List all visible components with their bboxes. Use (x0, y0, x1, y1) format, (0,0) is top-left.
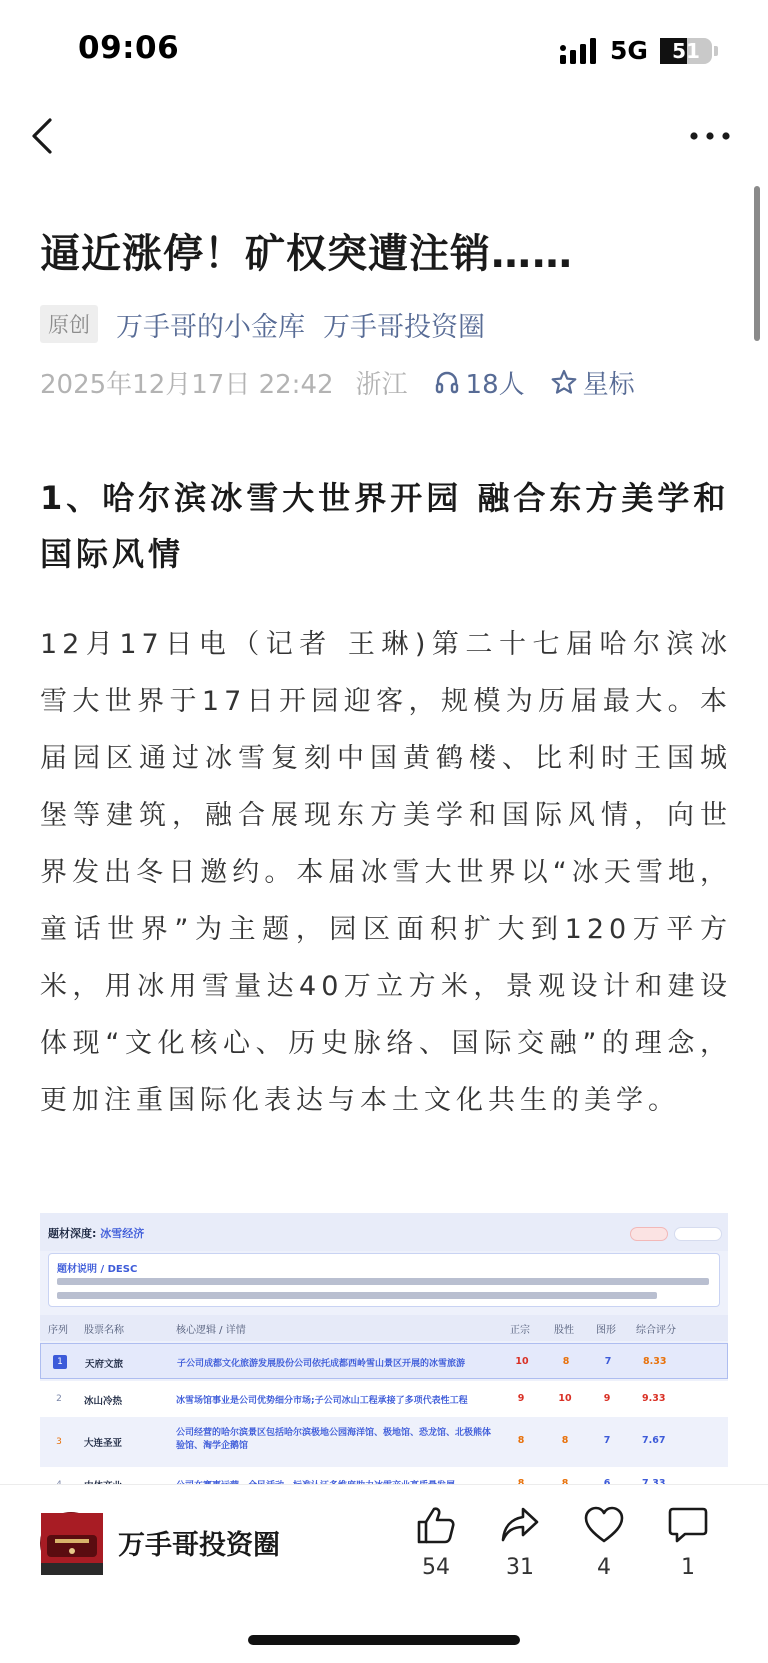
desc-text-line (57, 1278, 709, 1285)
article-meta-row (40, 304, 485, 344)
row-logic: 子公司成都文化旅游发展股份公司依托成都西岭雪山景区开展的冰雪旅游 (177, 1359, 466, 1369)
row-score: 8.33 (643, 1356, 667, 1367)
embed-desc-title: 题材说明 / DESC (57, 1264, 138, 1275)
row-score: 7.67 (642, 1435, 666, 1446)
account-name[interactable]: 万手哥投资圈 (118, 1530, 280, 1561)
share-icon (499, 1505, 541, 1545)
article-title: 逼近涨停！矿权突遭注销…… (40, 231, 573, 277)
row-a: 9 (517, 1393, 525, 1404)
row-logic: 冰雪场馆事业是公司优势细分市场;子公司冰山工程承接了多项代表性工程 (176, 1396, 468, 1406)
original-tag: 原创 (40, 305, 98, 343)
embed-date-badge (674, 1227, 722, 1241)
col-a: 正宗 (510, 1325, 530, 1336)
listen-button[interactable] (434, 364, 525, 401)
battery-icon (660, 38, 712, 64)
publish-location: 浙江 (355, 369, 408, 400)
col-b: 股性 (554, 1325, 574, 1336)
row-stock-name: 冰山冷热 (84, 1396, 123, 1407)
publish-date: 2025年12月17日 22:42 (40, 369, 334, 400)
star-icon (551, 369, 577, 395)
row-c: 9 (603, 1393, 611, 1404)
embed-badge (630, 1227, 668, 1241)
section-heading: 1、哈尔滨冰雪大世界开园 融合东方美学和国际风情 (40, 479, 730, 573)
row-index: 2 (56, 1394, 62, 1404)
network-type: 5G (610, 36, 648, 65)
star-label: 星标 (582, 369, 635, 400)
comment-icon (667, 1505, 709, 1545)
article-info-row (40, 362, 635, 402)
row-a: 10 (515, 1356, 529, 1367)
home-indicator[interactable] (248, 1635, 520, 1645)
heart-icon (583, 1505, 625, 1545)
chevron-left-icon[interactable] (26, 112, 66, 160)
row-index: 3 (56, 1437, 62, 1447)
like-count: 54 (422, 1555, 450, 1580)
share-button[interactable] (490, 1505, 550, 1580)
row-stock-name: 大连圣亚 (84, 1438, 123, 1449)
row-c: 7 (604, 1356, 612, 1367)
row-stock-name: 天府文旅 (85, 1359, 124, 1370)
col-c: 图形 (596, 1325, 616, 1336)
embed-table-header (40, 1315, 728, 1341)
like-button[interactable] (406, 1505, 466, 1580)
signal-strength-icon (560, 38, 600, 64)
battery-tip (714, 46, 718, 56)
more-horizontal-icon[interactable] (688, 118, 732, 154)
row-index: 1 (53, 1355, 67, 1369)
share-count: 31 (506, 1555, 534, 1580)
avatar[interactable] (40, 1512, 102, 1574)
battery-level: 51 (672, 39, 700, 63)
favorite-button[interactable] (574, 1505, 634, 1580)
table-row (40, 1343, 728, 1379)
embed-title-prefix: 题材深度: (48, 1227, 97, 1240)
embedded-table-image[interactable] (40, 1213, 728, 1483)
headphones-icon (434, 369, 460, 395)
listener-count: 18人 (465, 369, 525, 400)
col-name: 股票名称 (84, 1325, 124, 1336)
status-time: 09:06 (78, 30, 180, 66)
thumbs-up-icon (415, 1505, 457, 1545)
avatar-image (41, 1513, 103, 1575)
author-link[interactable]: 万手哥的小金库 (116, 311, 305, 343)
table-row (40, 1381, 728, 1417)
comment-count: 1 (681, 1555, 695, 1580)
scroll-indicator[interactable] (754, 186, 760, 341)
bottom-action-bar (0, 1484, 768, 1663)
row-b: 10 (558, 1393, 572, 1404)
col-index: 序列 (48, 1325, 68, 1336)
status-bar (0, 0, 768, 100)
desc-text-line (57, 1292, 657, 1299)
embed-header (40, 1213, 728, 1251)
row-b: 8 (561, 1435, 569, 1446)
article-paragraph: 12月17日电（记者 王琳)第二十七届哈尔滨冰雪大世界于17日开园迎客，规模为历届最大。本届园区通过冰雪复刻中国黄鹤楼、比利时王国城堡等建筑，融合展现东方美学和国际风情，向世界发出冬日邀约。本届冰雪大世界以“冰天雪地，童话世界”为主题，园区面积扩大到120万平方米，用冰用雪量达40万立方米，景观设计和建设体现“文化核心、历史脉络、国际交融”的理念，更加注重国际化表达与本土文化共生的美学。 (40, 629, 732, 1116)
embed-title-topic: 冰雪经济 (100, 1227, 145, 1240)
col-score: 综合评分 (636, 1325, 676, 1336)
embed-title (48, 1225, 144, 1241)
favorite-count: 4 (597, 1555, 611, 1580)
account-link[interactable]: 万手哥投资圈 (323, 311, 485, 343)
row-score: 9.33 (642, 1393, 666, 1404)
row-logic: 公司经营的哈尔滨景区包括哈尔滨极地公园海洋馆、极地馆、恐龙馆、北极熊体验馆、淘学企鹅馆 (176, 1428, 492, 1451)
star-button[interactable] (551, 364, 635, 401)
row-b: 8 (562, 1356, 570, 1367)
embed-description-box (48, 1253, 720, 1307)
comment-button[interactable] (658, 1505, 718, 1580)
row-a: 8 (517, 1435, 525, 1446)
table-row (40, 1419, 728, 1465)
row-c: 7 (603, 1435, 611, 1446)
col-logic: 核心逻辑 / 详情 (176, 1325, 246, 1336)
